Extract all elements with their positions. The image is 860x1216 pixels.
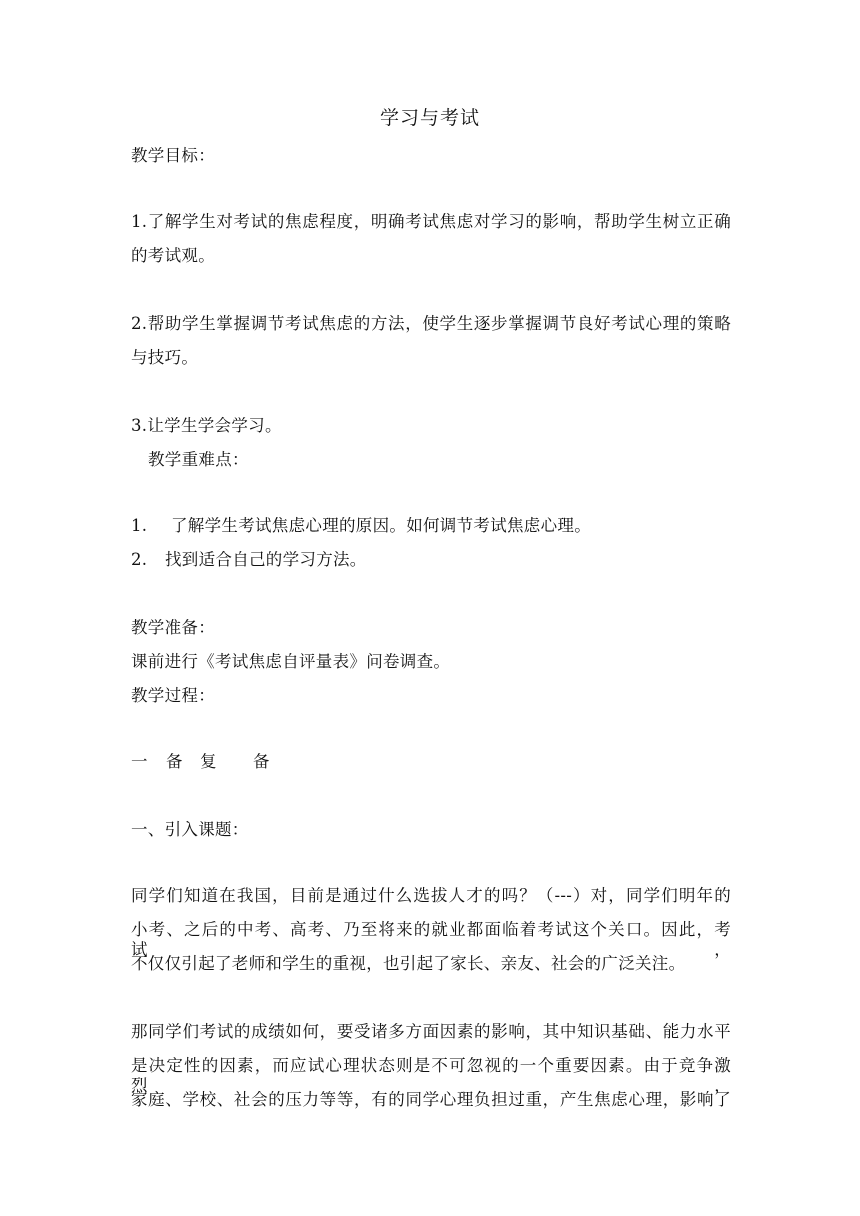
preparation-text: 课前进行《考试焦虑自评量表》问卷调查。 bbox=[131, 652, 451, 671]
document-title: 学习与考试 bbox=[379, 107, 480, 129]
key-point-2 bbox=[131, 550, 367, 570]
process-char-1: 一 bbox=[131, 752, 148, 771]
process-heading: 教学过程： bbox=[131, 686, 215, 705]
key-points-heading: 教学重难点： bbox=[148, 450, 249, 469]
intro-para-2-line-1: 那同学们考试的成绩如何，要受诸多方面因素的影响，其中知识基础、能力水平 bbox=[131, 1022, 731, 1041]
intro-para-1-line-1: 同学们知道在我国，目前是通过什么选拔人才的吗？（---）对，同学们明年的 bbox=[131, 886, 731, 905]
objective-2-line-1: 2.帮助学生掌握调节考试焦虑的方法，使学生逐步掌握调节良好考试心理的策略 bbox=[131, 314, 731, 333]
objective-3: 3.让学生学会学习。 bbox=[131, 416, 282, 435]
key-point-2-number: 2. bbox=[131, 550, 148, 569]
objective-1-line-1: 1.了解学生对考试的焦虑程度，明确考试焦虑对学习的影响，帮助学生树立正确 bbox=[131, 212, 731, 231]
intro-para-1-line-2: 小考、之后的中考、高考、乃至将来的就业都面临着考试这个关口。因此，考试， bbox=[131, 920, 731, 959]
process-char-2: 备 bbox=[166, 752, 183, 771]
preparation-heading: 教学准备： bbox=[131, 618, 215, 637]
objective-1-line-2: 的考试观。 bbox=[131, 246, 215, 265]
intro-para-2-line-2: 是决定性的因素，而应试心理状态则是不可忽视的一个重要因素。由于竞争激烈， bbox=[131, 1056, 731, 1095]
key-point-2-text: 找到适合自己的学习方法。 bbox=[165, 550, 367, 569]
process-char-3: 复 bbox=[200, 752, 217, 771]
objective-2-line-2: 与技巧。 bbox=[131, 348, 199, 367]
objectives-heading: 教学目标： bbox=[131, 146, 215, 165]
key-point-1-number: 1. bbox=[131, 516, 148, 535]
intro-heading: 一、引入课题： bbox=[131, 820, 249, 839]
intro-para-1-line-3: 不仅仅引起了老师和学生的重视，也引起了家长、亲友、社会的广泛关注。 bbox=[131, 954, 686, 973]
key-point-1-text: 了解学生考试焦虑心理的原因。如何调节考试焦虑心理。 bbox=[171, 516, 591, 535]
intro-para-2-line-3: 家庭、学校、社会的压力等等，有的同学心理负担过重，产生焦虑心理，影响了 bbox=[131, 1090, 731, 1109]
process-char-4: 备 bbox=[253, 752, 270, 771]
key-point-1 bbox=[131, 516, 591, 536]
